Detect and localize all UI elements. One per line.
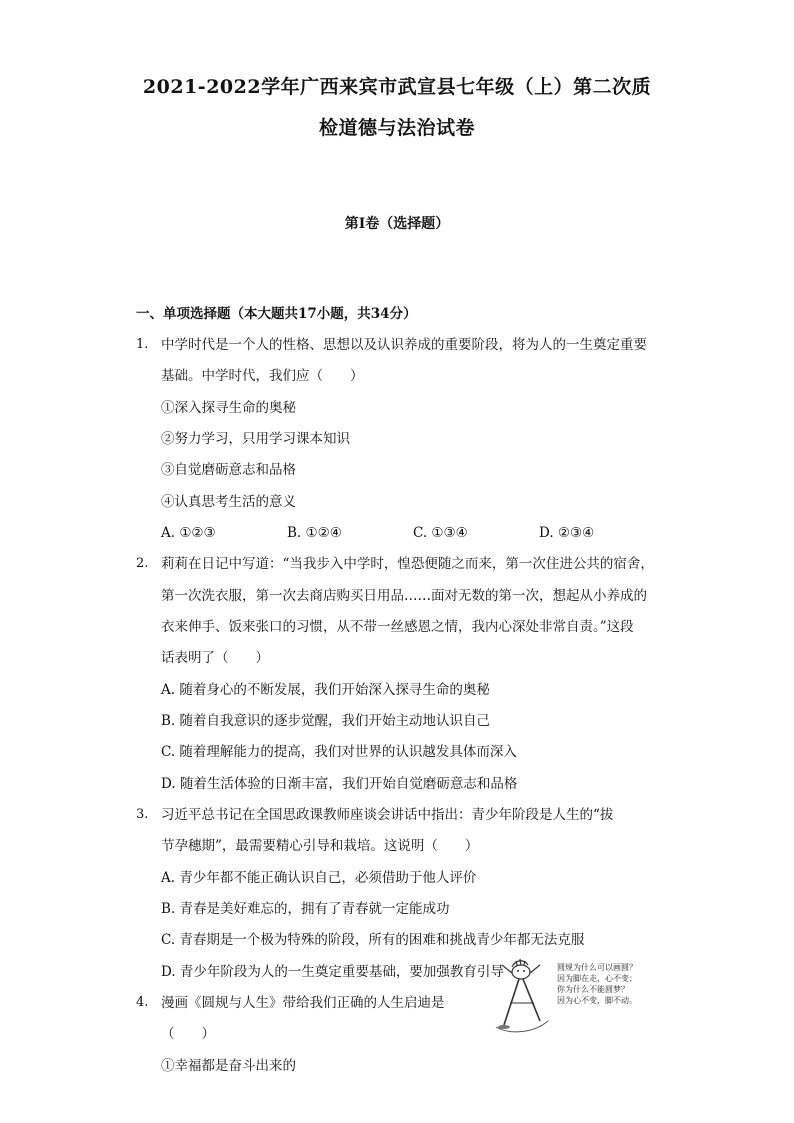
question-1-statement-3: ③自觉磨砺意志和品格: [161, 462, 296, 478]
question-3-stem-line-1: 习近平总书记在全国思政课教师座谈会讲话中指出：青少年阶段是人生的“拔: [161, 807, 614, 823]
question-2-option-b[interactable]: B. 随着自我意识的逐步觉醒，我们开始主动地认识自己: [161, 713, 491, 729]
question-3-number: 3.: [136, 807, 149, 822]
cartoon-caption-line-2: 因为脚在走，心不变；: [557, 974, 637, 983]
cartoon-caption-line-4: 因为心不变，脚不动。: [557, 996, 637, 1005]
question-4-stem-line-2: （ ）: [161, 1026, 215, 1042]
question-3-option-c[interactable]: C. 青春期是一个极为特殊的阶段，所有的困难和挑战青少年都无法克服: [161, 932, 585, 948]
question-2-stem-line-2: 第一次洗衣服，第一次去商店购买日用品……面对无数的第一次，想起从小养成的: [161, 588, 647, 604]
question-3-option-d[interactable]: D. 青少年阶段为人的一生奠定重要基础，要加强教育引导: [161, 964, 504, 980]
paper-title-line-1: 2021-2022学年广西来宾市武宣县七年级（上）第二次质: [142, 76, 652, 98]
question-1-option-a[interactable]: A. ①②③: [161, 525, 216, 541]
section-title: 第Ⅰ卷（选择题）: [344, 216, 450, 232]
question-2-number: 2.: [136, 556, 149, 571]
question-1-stem-line-2: 基础。中学时代，我们应（ ）: [161, 368, 364, 384]
cartoon-caption-line-3: 你为什么不能圆梦？: [557, 985, 629, 994]
question-2-option-a[interactable]: A. 随着身心的不断发展，我们开始深入探寻生命的奥秘: [161, 682, 490, 698]
question-1-statement-2: ②努力学习，只用学习课本知识: [161, 431, 350, 447]
question-1-statement-1: ①深入探寻生命的奥秘: [161, 400, 296, 416]
question-1-option-d[interactable]: D. ②③④: [539, 525, 595, 541]
cartoon-caption: [557, 962, 677, 1006]
question-1-option-b[interactable]: B. ①②④: [287, 525, 342, 541]
question-3-stem-line-2: 节孕穗期”，最需要精心引导和栽培。这说明（ ）: [161, 838, 479, 854]
question-2-stem-line-4: 话表明了（ ）: [161, 650, 269, 666]
question-2-stem-line-3: 衣来伸手、饭来张口的习惯，从不带一丝感恩之情，我内心深处非常自责。”这段: [161, 619, 634, 635]
question-2-stem-line-1: 莉莉在日记中写道：“当我步入中学时，惶恐便随之而来，第一次住进公共的宿舍，: [161, 556, 654, 572]
question-3-option-b[interactable]: B. 青春是美好难忘的，拥有了青春就一定能成功: [161, 901, 450, 917]
question-4-stem-line-1: 漫画《圆规与人生》带给我们正确的人生启迪是: [161, 995, 445, 1011]
paper-title-line-2: 检道德与法治试卷: [318, 117, 475, 139]
question-3-option-a[interactable]: A. 青少年都不能正确认识自己，必须借助于他人评价: [161, 870, 477, 886]
question-1-statement-4: ④认真思考生活的意义: [161, 494, 296, 510]
question-2-option-d[interactable]: D. 随着生活体验的日渐丰富，我们开始自觉磨砺意志和品格: [161, 776, 518, 792]
question-1-stem-line-1: 中学时代是一个人的性格、思想以及认识养成的重要阶段，将为人的一生奠定重要: [161, 337, 647, 353]
question-1-number: 1.: [136, 337, 149, 352]
part-heading: 一、单项选择题（本大题共17小题，共34分）: [136, 306, 417, 322]
question-4-statement-1: ①幸福都是奋斗出来的: [161, 1058, 296, 1074]
question-4-number: 4.: [136, 995, 149, 1010]
question-1-option-c[interactable]: C. ①③④: [413, 525, 468, 541]
question-2-option-c[interactable]: C. 随着理解能力的提高，我们对世界的认识越发具体而深入: [161, 744, 517, 760]
cartoon-caption-line-1: 圆规为什么可以画圆？: [557, 963, 637, 972]
